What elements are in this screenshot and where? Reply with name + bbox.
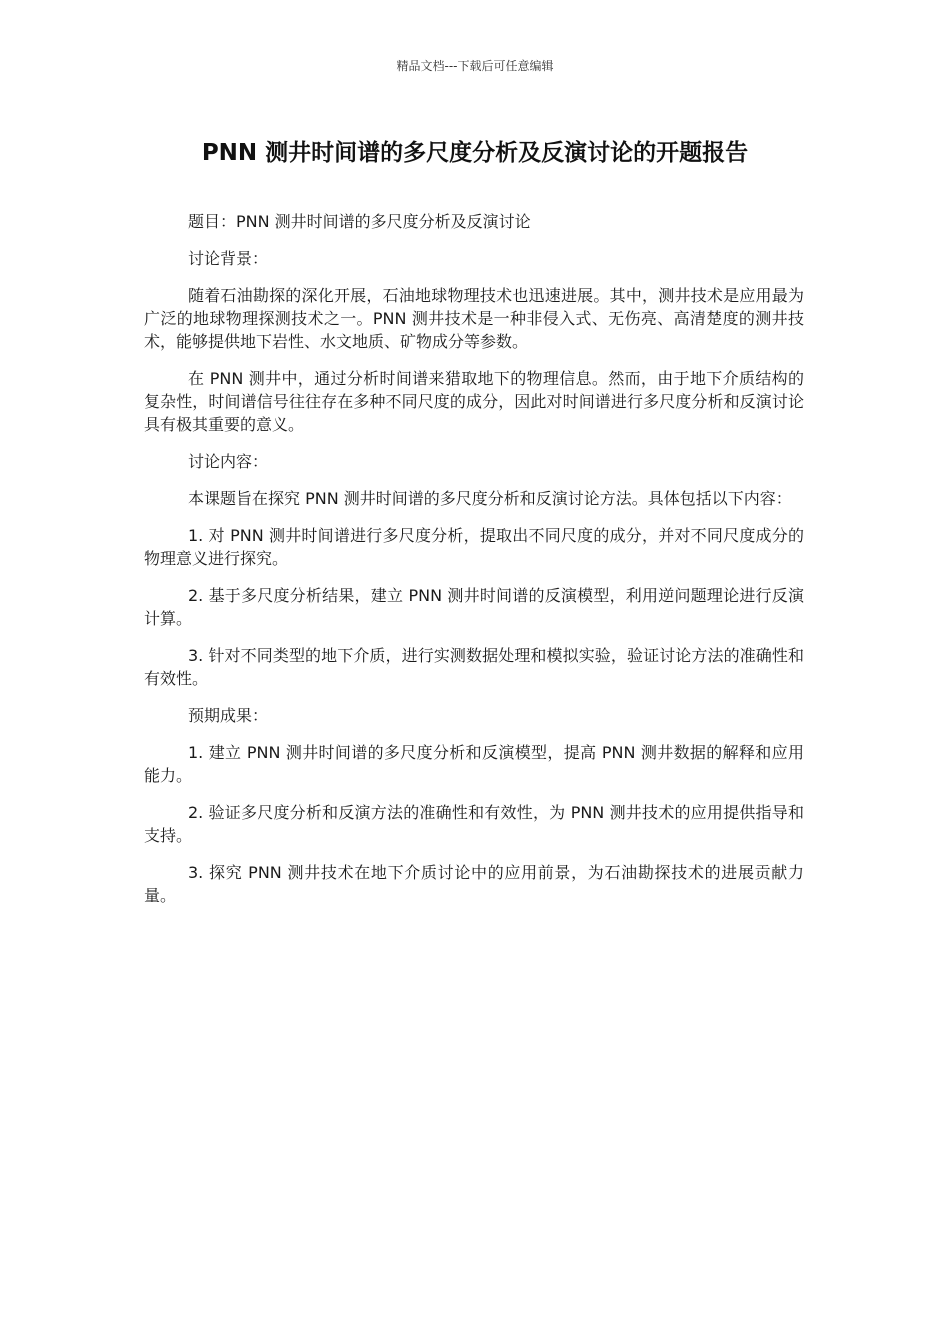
list-item-result-3: 3. 探究 PNN 测井技术在地下介质讨论中的应用前景，为石油勘探技术的进展贡献力量。 bbox=[144, 863, 804, 905]
document-body bbox=[144, 210, 804, 921]
heading-background: 讨论背景： bbox=[188, 249, 269, 268]
paragraph-background-2: 在 PNN 测井中，通过分析时间谱来猎取地下的物理信息。然而，由于地下介质结构的复杂性，时间谱信号往往存在多种不同尺度的成分，因此对时间谱进行多尺度分析和反演讨论具有极其重要的意义。 bbox=[144, 369, 804, 434]
list-item-content-1: 1. 对 PNN 测井时间谱进行多尺度分析，提取出不同尺度的成分，并对不同尺度成分的物理意义进行探究。 bbox=[144, 526, 804, 568]
paragraph-content-intro: 本课题旨在探究 PNN 测井时间谱的多尺度分析和反演讨论方法。具体包括以下内容： bbox=[188, 489, 792, 508]
list-item-content-2: 2. 基于多尺度分析结果，建立 PNN 测井时间谱的反演模型，利用逆问题理论进行反演计算。 bbox=[144, 586, 804, 628]
heading-expected-results: 预期成果： bbox=[188, 706, 269, 725]
list-item-result-2: 2. 验证多尺度分析和反演方法的准确性和有效性，为 PNN 测井技术的应用提供指导和支持。 bbox=[144, 803, 804, 845]
document-title: PNN 测井时间谱的多尺度分析及反演讨论的开题报告 bbox=[201, 140, 749, 166]
list-item-content-3: 3. 针对不同类型的地下介质，进行实测数据处理和模拟实验，验证讨论方法的准确性和有效性。 bbox=[144, 646, 804, 688]
paragraph-background-1: 随着石油勘探的深化开展，石油地球物理技术也迅速进展。其中，测井技术是应用最为广泛的地球物理探测技术之一。PNN 测井技术是一种非侵入式、无伤亮、高清楚度的测井技术，能够提供地下岩性、水文地质、矿物成分等参数。 bbox=[144, 286, 804, 351]
list-item-result-1: 1. 建立 PNN 测井时间谱的多尺度分析和反演模型，提高 PNN 测井数据的解释和应用能力。 bbox=[144, 743, 804, 785]
paragraph-topic: 题目：PNN 测井时间谱的多尺度分析及反演讨论 bbox=[188, 212, 531, 231]
page-header: 精品文档---下载后可任意编辑 bbox=[396, 59, 554, 73]
heading-content: 讨论内容： bbox=[188, 452, 269, 471]
